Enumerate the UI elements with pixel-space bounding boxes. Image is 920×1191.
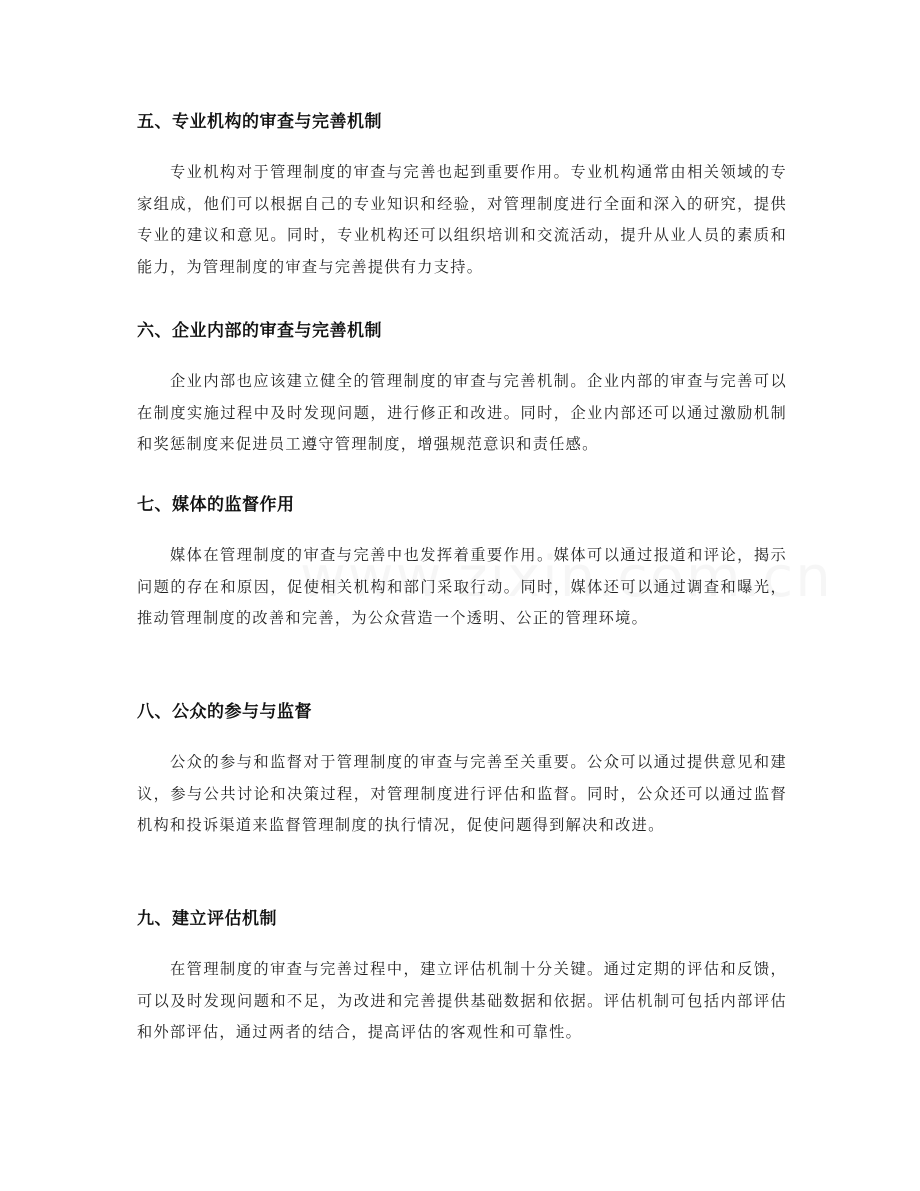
section-heading: 七、媒体的监督作用 bbox=[137, 495, 295, 515]
section-heading: 六、企业内部的审查与完善机制 bbox=[137, 321, 382, 341]
section-9 bbox=[137, 907, 787, 1049]
section-heading: 八、公众的参与与监督 bbox=[137, 702, 312, 722]
section-paragraph: 公众的参与和监督对于管理制度的审查与完善至关重要。公众可以通过提供意见和建议，参与公共讨论和决策过程，对管理制度进行评估和监督。同时，公众还可以通过监督机构和投诉渠道来监督管理制度的执行情况，促使问题得到解决和改进。 bbox=[137, 753, 787, 834]
section-paragraph: 企业内部也应该建立健全的管理制度的审查与完善机制。企业内部的审查与完善可以在制度实施过程中及时发现问题，进行修正和改进。同时，企业内部还可以通过激励机制和奖惩制度来促进员工遵守管理制度，增强规范意识和责任感。 bbox=[137, 372, 787, 453]
section-paragraph: 在管理制度的审查与完善过程中，建立评估机制十分关键。通过定期的评估和反馈，可以及时发现问题和不足，为改进和完善提供基础数据和依据。评估机制可包括内部评估和外部评估，通过两者的结合，提高评估的客观性和可靠性。 bbox=[137, 960, 787, 1041]
section-paragraph: 专业机构对于管理制度的审查与完善也起到重要作用。专业机构通常由相关领域的专家组成，他们可以根据自己的专业知识和经验，对管理制度进行全面和深入的研究，提供专业的建议和意见。同时，专业机构还可以组织培训和交流活动，提升从业人员的素质和能力，为管理制度的审查与完善提供有力支持。 bbox=[137, 163, 787, 276]
section-7 bbox=[137, 493, 787, 635]
section-heading: 九、建立评估机制 bbox=[137, 909, 277, 929]
section-8 bbox=[137, 700, 787, 842]
section-6 bbox=[137, 319, 787, 461]
section-heading: 五、专业机构的审查与完善机制 bbox=[137, 112, 382, 132]
section-paragraph: 媒体在管理制度的审查与完善中也发挥着重要作用。媒体可以通过报道和评论，揭示问题的存在和原因，促使相关机构和部门采取行动。同时，媒体还可以通过调查和曝光，推动管理制度的改善和完善，为公众营造一个透明、公正的管理环境。 bbox=[137, 546, 787, 627]
section-5 bbox=[137, 110, 787, 283]
